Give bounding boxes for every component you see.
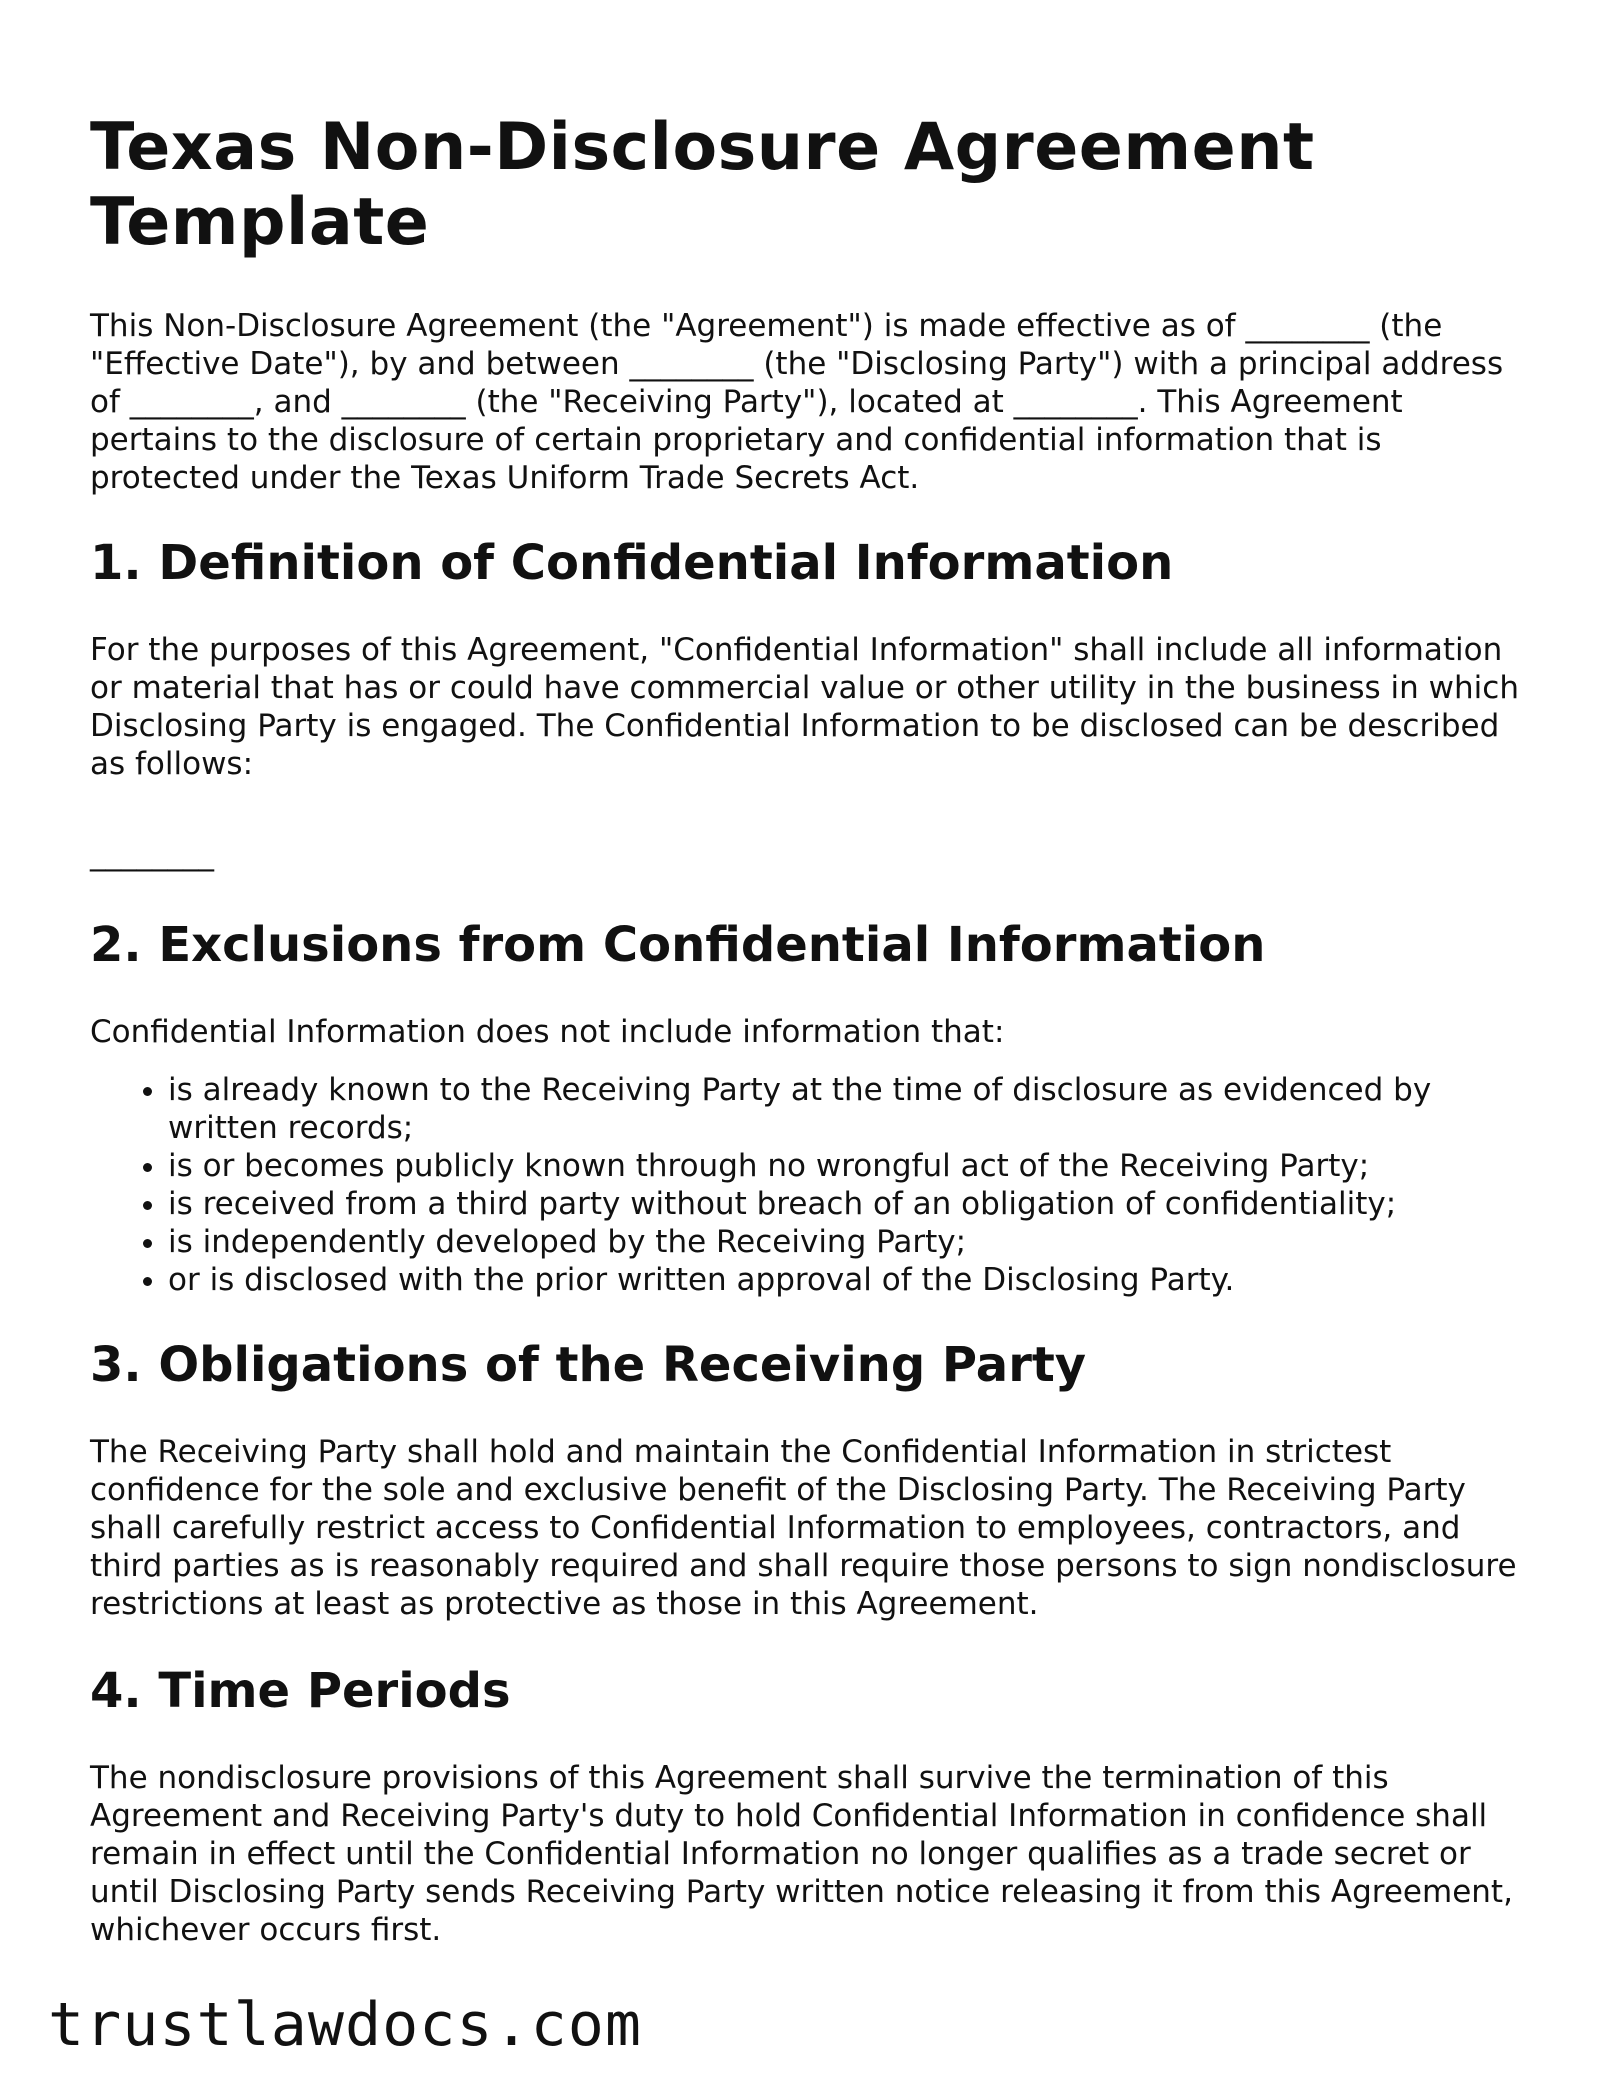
section-definition — [90, 535, 1535, 873]
section-obligations — [90, 1337, 1535, 1623]
section-body: The nondisclosure provisions of this Agreement shall survive the termination of this Agreement and Receiving Party's duty to hold Confidential Information in confidence shall remain in effect until the Confidential Information no longer qualifies as a trade secret or until Disclosing Party sends Receiving Party written notice releasing it from this Agreement, whichever occurs first. — [90, 1760, 1513, 1948]
list-item: • is received from a third party without breach of an obligation of confidentiality; — [168, 1185, 1535, 1223]
list-item: • or is disclosed with the prior written approval of the Disclosing Party. — [168, 1261, 1535, 1299]
document-title: Texas Non-Disclosure Agreement Template — [90, 110, 1315, 260]
exclusions-list — [90, 1071, 1535, 1299]
section-exclusions — [90, 917, 1535, 1299]
section-heading: 3. Obligations of the Receiving Party — [90, 1337, 1087, 1393]
section-body: Confidential Information does not include information that: — [90, 1014, 1005, 1050]
fill-in-blank: ________ — [90, 836, 214, 872]
section-heading: 1. Definition of Confidential Information — [90, 535, 1174, 591]
section-heading: 4. Time Periods — [90, 1663, 511, 1719]
watermark-footer: trustlawdocs.com — [48, 1990, 642, 2060]
list-item: • is already known to the Receiving Party at the time of disclosure as evidenced by written records; — [168, 1071, 1535, 1147]
list-item: • is independently developed by the Receiving Party; — [168, 1223, 1535, 1261]
section-body: For the purposes of this Agreement, "Confidential Information" shall include all information or material that has or could have commercial value or other utility in the business in which Disclosing Party is engaged. The Confidential Information to be disclosed can be described as follows: — [90, 632, 1519, 782]
document-page — [90, 110, 1535, 1949]
section-time-periods — [90, 1663, 1535, 1949]
intro-paragraph: This Non-Disclosure Agreement (the "Agreement") is made effective as of ________ (the "Effective Date"), by and between ________ (the "Disclosing Party") with a principal address of ________, and ________ (the "Receiving Party"), located at ________. This Agreement pertains to the disclosure of certain proprietary and confidential information that is protected under the Texas Uniform Trade Secrets Act. — [90, 308, 1504, 496]
list-item: • is or becomes publicly known through no wrongful act of the Receiving Party; — [168, 1147, 1535, 1185]
section-body: The Receiving Party shall hold and maintain the Confidential Information in strictest confidence for the sole and exclusive benefit of the Disclosing Party. The Receiving Party shall carefully restrict access to Confidential Information to employees, contractors, and third parties as is reasonably required and shall require those persons to sign nondisclosure restrictions at least as protective as those in this Agreement. — [90, 1434, 1517, 1622]
section-heading: 2. Exclusions from Confidential Information — [90, 917, 1266, 973]
